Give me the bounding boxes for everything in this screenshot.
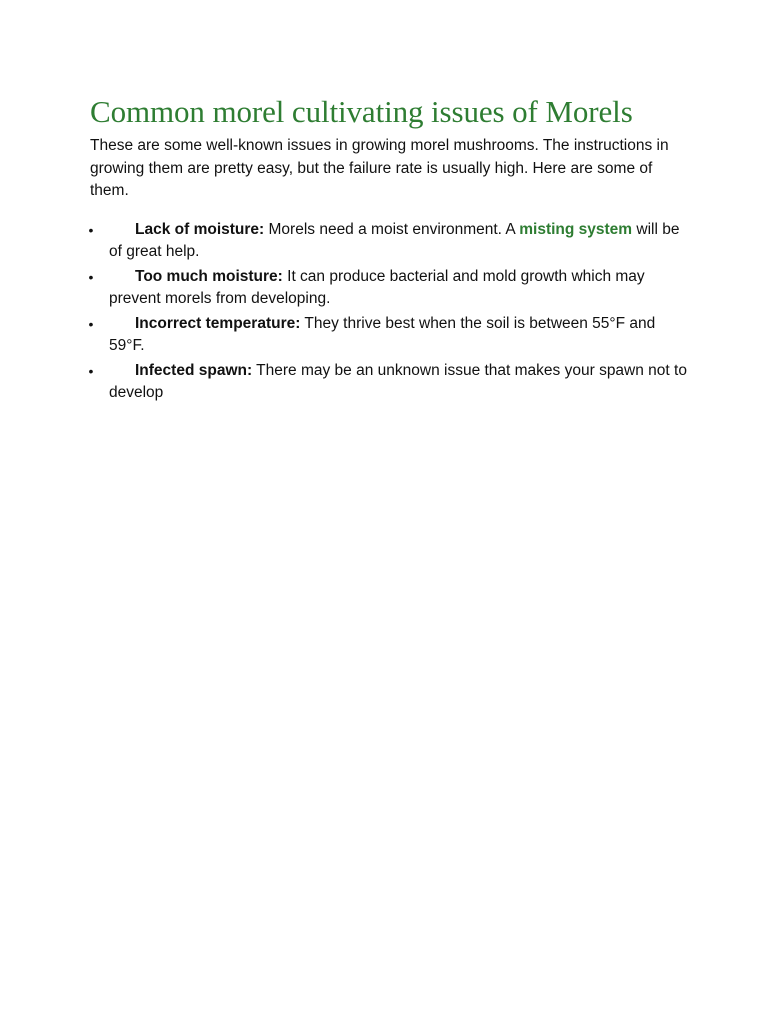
- issues-list: [90, 219, 688, 405]
- issue-text: It can produce bacterial and mold growth which may prevent morels from developing.: [109, 267, 645, 307]
- intro-paragraph: These are some well-known issues in growing morel mushrooms. The instructions in growing them are pretty easy, but the failure rate is usually high. Here are some of them.: [90, 137, 669, 199]
- issue-text: They thrive best when the soil is between 55°F and 59°F.: [109, 314, 656, 354]
- list-item-lack-of-moisture: [90, 219, 688, 264]
- issue-text: Morels need a moist environment. A: [264, 220, 520, 238]
- list-item-infected-spawn: [90, 360, 688, 405]
- issue-term: Too much moisture:: [135, 267, 283, 285]
- bullet-icon: •: [88, 221, 94, 238]
- misting-system-link[interactable]: misting system: [519, 220, 633, 238]
- issue-term: Lack of moisture:: [135, 220, 265, 238]
- page-title: Common morel cultivating issues of Morels: [90, 94, 633, 129]
- list-item-incorrect-temperature: [90, 313, 688, 358]
- bullet-icon: •: [88, 268, 94, 285]
- bullet-icon: •: [88, 362, 94, 379]
- document-page: [90, 92, 688, 407]
- list-item-too-much-moisture: [90, 266, 688, 311]
- issue-term: Infected spawn:: [135, 361, 253, 379]
- issue-term: Incorrect temperature:: [135, 314, 301, 332]
- issue-text-after-link: will be of great help.: [109, 220, 680, 260]
- issue-text: There may be an unknown issue that makes your spawn not to develop: [109, 361, 687, 401]
- bullet-icon: •: [88, 315, 94, 332]
